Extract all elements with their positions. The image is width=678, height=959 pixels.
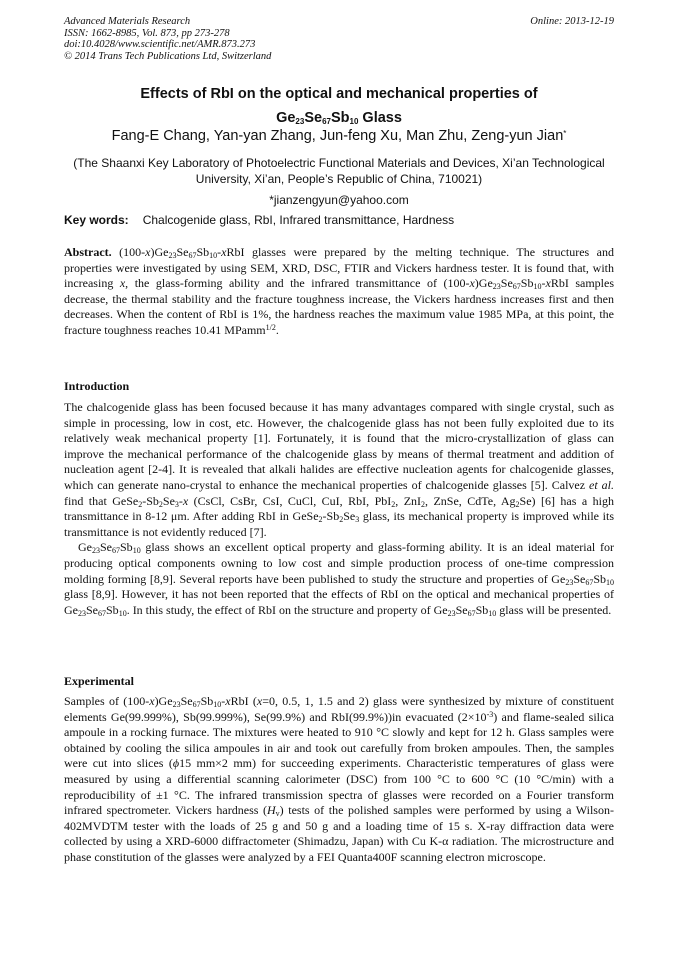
keywords-text: Chalcogenide glass, RbI, Infrared transmittance, Hardness [142, 213, 455, 227]
keywords [64, 213, 454, 227]
title-line-2: $Ge_{23}Se_{67}Sb_{10}$ Glass [276, 110, 402, 126]
title-line-1: Effects of RbI on the optical and mechanical properties of [140, 86, 538, 102]
journal-header [64, 16, 271, 62]
doi-line: doi:10.4028/www.scientific.net/AMR.873.273 [64, 39, 256, 51]
introduction-body [64, 400, 614, 618]
keywords-label: Key words: [64, 213, 129, 227]
abstract: Abstract. $(100-x)Ge_{23}Se_{67}Sb_{10}$-xRbI glasses were prepared by the melting technique. The structures and properties were investigated by using SEM, XRD, DSC, FTIR and Vickers hardness tester. It is found that, with increasing x, the glass-forming ability and the infrared transmittance of $(100-x)Ge_{23}Se_{67}Sb_{10}$-xRbI samples decrease, the thermal stability and the fracture toughness increase, the Vickers hardness increases first and then decreases. When the content of RbI is 1%, the hardness reaches the maximum value 1985 MPa, at this point, the fracture toughness reaches 10.41 MPamm$^{1/2}$. [64, 245, 614, 337]
author-list: Fang-E Chang, Yan-yan Zhang, Jun-feng Xu, Man Zhu, Zeng-yun Jian* [111, 128, 567, 144]
experimental-body: Samples of $(100-x)Ge_{23}Se_{67}Sb_{10}$-xRbI (x=0, 0.5, 1, 1.5 and 2) glass were synthesized by mixture of constituent elements Ge(99.999%), Sb(99.999%), Se(99.9%) and RbI(99.9%))in evacuated $(2\times 10^{-3})$ and flame-sealed silica ampoule in a rocking furnace. The mixtures were heated to 910 °C slowly and kept for 12 h. Glass samples were obtained by cooling the silica ampoules in air and took out carefully from broken ampoules. Then, the samples were cut into slices (ϕ15 mm×2 mm) for succeeding experiments. Characteristic temperatures of glass were measured by using a differential scanning calorimeter (DSC) from 100 °C to 600 °C (10 °C/min) with a reproducibility of ±1 °C. The infrared transmission spectra of glasses were recorded on a Fourier transform infrared spectrometer. Vickers hardness $(H_v)$ tests of the polished samples were performed by using a Wilson-402MVDTM tester with the loads of 25 g and 50 g and a loading time of 15 s. X-ray diffraction data were collected by using a XRD-6000 diffractometer (Shimadzu, Japan) with Cu K-α radiation. The microstructure and phase constitution of the glasses were analyzed by a FEI Quanta400F scanning electron microscope. [64, 694, 615, 864]
journal-name: Advanced Materials Research [64, 16, 191, 27]
issn-line: ISSN: 1662-8985, Vol. 873, pp 273-278 [64, 27, 230, 39]
copyright-line: © 2014 Trans Tech Publications Ltd, Switzerland [64, 50, 272, 62]
intro-paragraph-1: The chalcogenide glass has been focused because it has many advantages compared with single crystal, such as simple in processing, low in cost, etc. However, the chalcogenide glass has not been fully exploited due to its relatively weak mechanical property [1]. Fortunately, it is found that the micro-crystallization of glass can improve the mechanical performance of the chalcogenide glass by means of thermal treatment and addition of nucleation agent [2-4]. It is revealed that alkali halides are effective nucleation agents for chalcogenide glasses, which can generate nano-crystal to enhance the mechanical properties of chalcogenide glasses [5]. Calvez et al. find that $GeSe_2-Sb_2Se_3-x$ (CsCl, CsBr, CsI, CuCl, CuI, RbI, PbI$_2$, ZnI$_2$, ZnSe, CdTe, $Ag_2Se$) [6] has a high transmittance in 8-12 μm. After adding RbI in $GeSe_2-Sb_2Se_3$ glass, its mechanical property is improved while its transmittance is not evidently reduced [7]. [64, 400, 614, 539]
introduction-heading: Introduction [64, 379, 130, 393]
paper-title [64, 82, 614, 130]
corresponding-email[interactable]: *jianzengyun@yahoo.com [269, 193, 409, 207]
intro-paragraph-2: $Ge_{23}Se_{67}Sb_{10}$ glass shows an excellent optical property and glass-forming ability. It is an ideal material for producing optical components owning to low cost and simple production process of one-time compression molding forming [8,9]. Several reports have been published to study the structure and properties of $Ge_{23}Se_{67}Sb_{10}$ glass [8,9]. However, it has not been reported that the effects of RbI on the optical and mechanical properties of $Ge_{23}Se_{67}Sb_{10}$. In this study, the effect of RbI on the structure and property of $Ge_{23}Se_{67}Sb_{10}$ glass will be presented. [64, 540, 614, 618]
experimental-heading: Experimental [64, 674, 134, 688]
online-date: Online: 2013-12-19 [530, 16, 614, 27]
affiliation: (The Shaanxi Key Laboratory of Photoelectric Functional Materials and Devices, Xi’an Technological University, Xi’an, People’s Republic of China, 710021) [73, 156, 605, 186]
